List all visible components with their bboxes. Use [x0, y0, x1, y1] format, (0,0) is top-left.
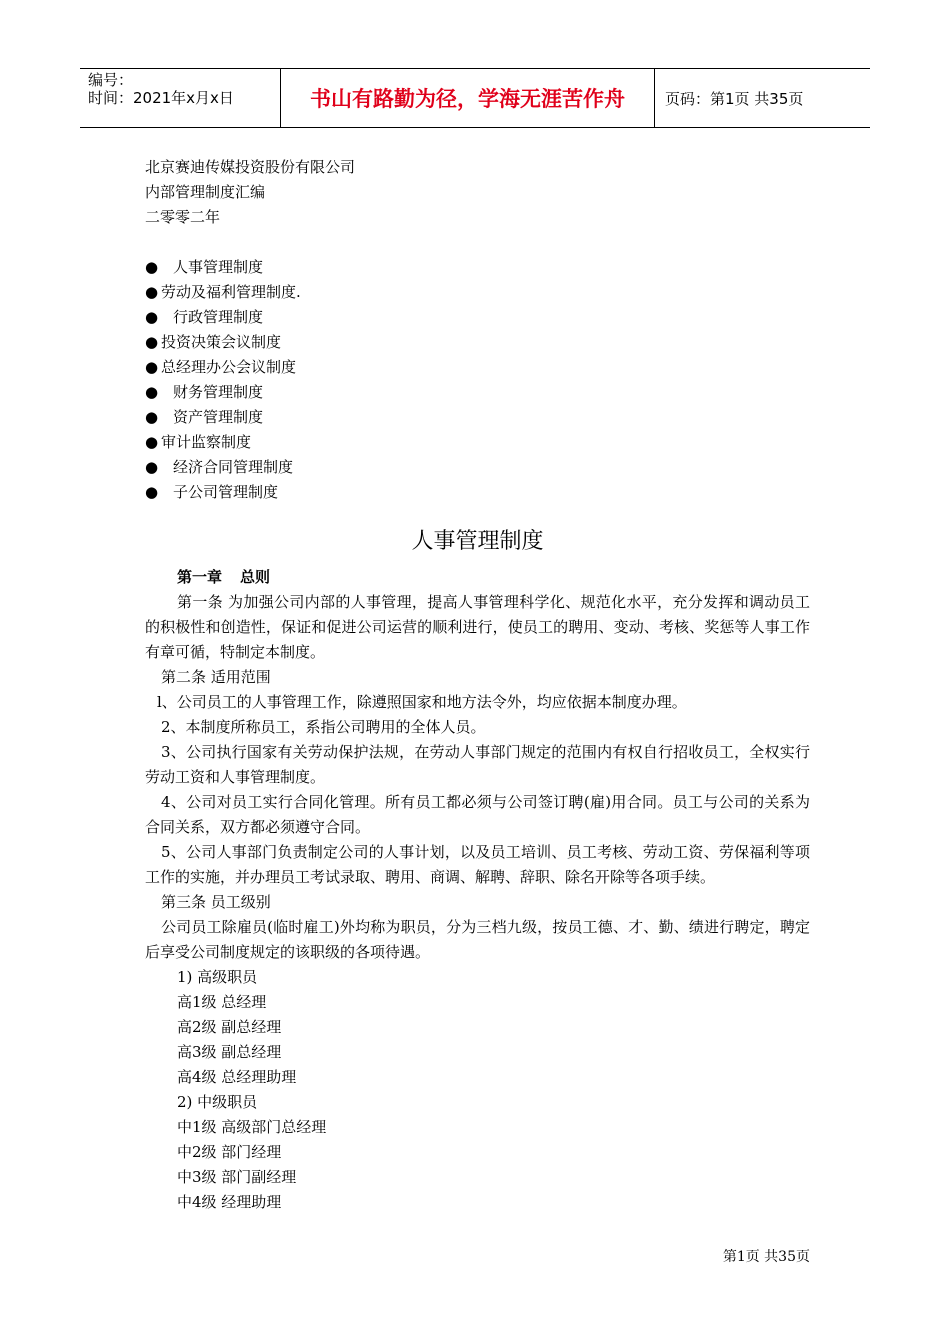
bullet-icon: ●	[145, 483, 159, 501]
toc-item	[145, 430, 810, 455]
toc-item	[145, 255, 810, 280]
staff-level: 高4级 总经理助理	[177, 1068, 297, 1086]
article-2-item: 5、公司人事部门负责制定公司的人事计划，以及员工培训、员工考核、劳动工资、劳保福利等项工作的实施，并办理员工考试录取、聘用、商调、解聘、辞职、除名开除等各项手续。	[145, 843, 810, 886]
document-body	[145, 155, 810, 1215]
staff-level: 2) 中级职员	[177, 1093, 258, 1111]
bullet-icon: ●	[145, 333, 159, 351]
bullet-icon: ●	[145, 433, 159, 451]
bullet-icon: ●	[145, 408, 159, 426]
chapter-number: 第一章	[177, 568, 223, 586]
toc-item-label: 审计监察制度	[161, 433, 252, 451]
header-page-info: 页码：第1页 共35页	[665, 89, 804, 108]
toc-item-label: 投资决策会议制度	[161, 333, 282, 351]
header-meta	[80, 69, 281, 127]
staff-level: 中2级 部门经理	[177, 1143, 282, 1161]
header-number-label: 编号：	[88, 71, 134, 89]
compilation-title: 内部管理制度汇编	[145, 183, 266, 201]
staff-level: 高3级 副总经理	[177, 1043, 282, 1061]
article-2-item: l、公司员工的人事管理工作，除遵照国家和地方法令外，均应依据本制度办理。	[157, 693, 687, 711]
article-2-item: 3、公司执行国家有关劳动保护法规，在劳动人事部门规定的范围内有权自行招收员工，全权实行劳动工资和人事管理制度。	[145, 743, 810, 786]
company-name: 北京赛迪传媒投资股份有限公司	[145, 158, 356, 176]
article-3-intro: 公司员工除雇员(临时雇工)外均称为职员，分为三档九级，按员工德、才、勤、绩进行聘定，聘定后享受公司制度规定的该职级的各项待遇。	[145, 918, 810, 961]
staff-level: 高1级 总经理	[177, 993, 267, 1011]
section-title: 人事管理制度	[411, 529, 544, 554]
staff-level: 中3级 部门副经理	[177, 1168, 297, 1186]
article-2-item: 2、本制度所称员工，系指公司聘用的全体人员。	[161, 718, 486, 736]
toc-item-label: 资产管理制度	[173, 408, 264, 426]
bullet-icon: ●	[145, 458, 159, 476]
toc-item-label: 人事管理制度	[173, 258, 264, 276]
document-header	[80, 68, 870, 128]
header-time-label: 时间：2021年x月x日	[88, 89, 234, 107]
article-1: 第一条 为加强公司内部的人事管理，提高人事管理科学化、规范化水平，充分发挥和调动员工的积极性和创造性，保证和促进公司运营的顺利进行，使员工的聘用、变动、考核、奖惩等人事工作有章可循，特制定本制度。	[145, 593, 810, 661]
chapter-heading	[145, 565, 810, 590]
toc-item	[145, 305, 810, 330]
bullet-icon: ●	[145, 358, 159, 376]
toc-item	[145, 355, 810, 380]
toc-item-label: 劳动及福利管理制度.	[161, 283, 301, 301]
toc-item-label: 行政管理制度	[173, 308, 264, 326]
staff-level: 中1级 高级部门总经理	[177, 1118, 327, 1136]
toc-item-label: 经济合同管理制度	[173, 458, 294, 476]
article-2-heading: 第二条 适用范围	[161, 668, 271, 686]
header-motto: 书山有路勤为径，学海无涯苦作舟	[281, 69, 655, 127]
level-list	[145, 965, 810, 1215]
bullet-icon: ●	[145, 283, 159, 301]
compilation-year: 二零零二年	[145, 208, 221, 226]
article-2-item: 4、公司对员工实行合同化管理。所有员工都必须与公司签订聘(雇)用合同。员工与公司的关系为合同关系，双方都必须遵守合同。	[145, 793, 810, 836]
toc-item-label: 总经理办公会议制度	[161, 358, 297, 376]
bullet-icon: ●	[145, 308, 159, 326]
toc-item	[145, 455, 810, 480]
staff-level: 中4级 经理助理	[177, 1193, 282, 1211]
page-footer: 第1页 共35页	[722, 1249, 810, 1265]
toc-item	[145, 280, 810, 305]
chapter-name: 总则	[240, 568, 271, 586]
staff-level: 高2级 副总经理	[177, 1018, 282, 1036]
toc-item-label: 子公司管理制度	[173, 483, 279, 501]
toc-item-label: 财务管理制度	[173, 383, 264, 401]
article-3-heading: 第三条 员工级别	[161, 893, 271, 911]
bullet-icon: ●	[145, 258, 159, 276]
toc-item	[145, 330, 810, 355]
staff-level: 1) 高级职员	[177, 968, 258, 986]
bullet-icon: ●	[145, 383, 159, 401]
toc-item	[145, 405, 810, 430]
toc-item	[145, 480, 810, 505]
toc-item	[145, 380, 810, 405]
toc-list	[145, 255, 810, 505]
